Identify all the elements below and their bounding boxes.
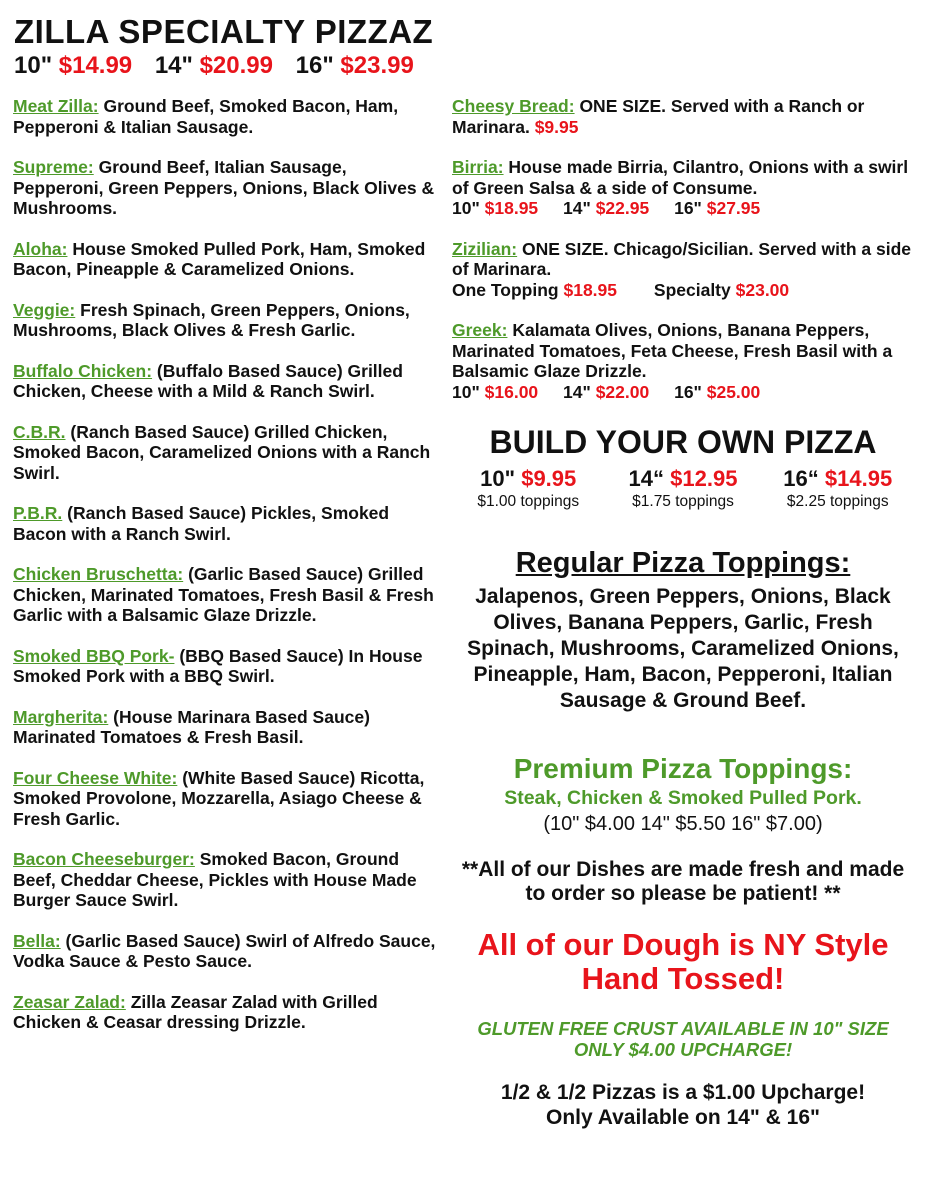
menu-item-pbr: P.B.R. (Ranch Based Sauce) Pickles, Smoked Bacon with a Ranch Swirl. [13,503,390,544]
specialty-pizza-list [13,96,441,1053]
byo-option-10: 10" $9.95 $1.00 toppings [477,466,580,510]
menu-item-supreme: Supreme: Ground Beef, Italian Sausage, Pepperoni, Green Peppers, Onions, Black Olives & Mushrooms. [13,157,435,218]
gluten-free-note: GLUTEN FREE CRUST AVAILABLE IN 10" SIZE ONLY $4.00 UPCHARGE! [477,1018,889,1060]
regular-toppings-heading: Regular Pizza Toppings: [515,547,851,579]
menu-item-aloha: Aloha: House Smoked Pulled Pork, Ham, Smoked Bacon, Pineapple & Caramelized Onions. [13,238,426,279]
menu-item-meat-zilla: Meat Zilla: Ground Beef, Smoked Bacon, Ham, Pepperoni & Italian Sausage. [13,96,399,137]
size-price-10: 10" $14.99 [14,52,133,79]
menu-item-birria: Birria: House made Birria, Cilantro, Onions with a swirl of Green Salsa & a side of Consume. 10" $18.95 14" $22.95 16" $27.95 [452,157,914,219]
byo-option-14: 14“ $12.95 $1.75 toppings [628,466,738,510]
menu-item-greek: Greek: Kalamata Olives, Onions, Banana Peppers, Marinated Tomatoes, Feta Cheese, Fresh Basil with a Balsamic Glaze Drizzle. 10" $16.00 14" $22.00 16" $25.00 [452,320,914,402]
menu-item-zizilian: Zizilian: ONE SIZE. Chicago/Sicilian. Served with a side of Marinara. One Topping $18.95 Specialty $23.00 [452,239,914,301]
greek-prices: 10" $16.00 14" $22.00 16" $25.00 [452,381,761,402]
right-column [452,96,914,1130]
size-price-16: 16" $23.99 [295,52,414,79]
menu-item-margherita: Margherita: (House Marinara Based Sauce) Marinated Tomatoes & Fresh Basil. [13,706,370,747]
premium-toppings-list: Steak, Chicken & Smoked Pulled Pork. [504,787,862,809]
fresh-note: **All of our Dishes are made fresh and made to order so please be patient! ** [461,858,905,905]
menu-item-zeasar-zalad: Zeasar Zalad: Zilla Zeasar Zalad with Grilled Chicken & Ceasar dressing Drizzle. [13,991,378,1032]
birria-prices: 10" $18.95 14" $22.95 16" $27.95 [452,198,761,218]
menu-item-smoked-bbq-pork: Smoked BBQ Pork- (BBQ Based Sauce) In House Smoked Pork with a BBQ Swirl. [13,645,423,686]
premium-toppings-prices: (10" $4.00 14" $5.50 16" $7.00) [543,813,823,835]
menu-item-chicken-bruschetta: Chicken Bruschetta: (Garlic Based Sauce) Grilled Chicken, Marinated Tomatoes, Fresh Basil & Fresh Garlic with a Balsamic Glaze Drizzle. [13,564,434,625]
build-your-own-section [452,424,914,512]
menu-item-veggie: Veggie: Fresh Spinach, Green Peppers, Onions, Mushrooms, Black Olives & Fresh Garlic. [13,299,410,340]
build-your-own-options [452,466,914,512]
regular-toppings-section [452,546,914,714]
menu-item-cbr: C.B.R. (Ranch Based Sauce) Grilled Chicken, Smoked Bacon, Caramelized Onions with a Ranch Swirl. [13,421,431,483]
build-your-own-title: BUILD YOUR OWN PIZZA [489,424,877,460]
menu-item-four-cheese-white: Four Cheese White: (White Based Sauce) Ricotta, Smoked Provolone, Mozzarella, Asiago Cheese & Fresh Garlic. [13,767,425,829]
menu-item-buffalo-chicken: Buffalo Chicken: (Buffalo Based Sauce) Grilled Chicken, Cheese with a Mild & Ranch Swirl. [13,360,403,401]
menu-item-bella: Bella: (Garlic Based Sauce) Swirl of Alfredo Sauce, Vodka Sauce & Pesto Sauce. [13,930,436,971]
size-price-14: 14" $20.99 [154,52,273,79]
regular-toppings-list: Jalapenos, Green Peppers, Onions, Black Olives, Banana Peppers, Garlic, Fresh Spinach, Mushrooms, Caramelized Onions, Pineapple, Ham, Bacon, Pepperoni, Italian Sausage & Ground Beef. [467,585,899,712]
premium-toppings-section [452,752,914,838]
page-title: ZILLA SPECIALTY PIZZAZ [14,13,434,50]
specialty-size-prices [14,52,430,80]
premium-toppings-heading: Premium Pizza Toppings: [513,753,853,784]
half-and-half-note: 1/2 & 1/2 Pizzas is a $1.00 Upcharge! Only Available on 14" & 16" [500,1081,866,1129]
menu-item-cheesy-bread: Cheesy Bread: ONE SIZE. Served with a Ranch or Marinara. $9.95 [452,96,865,137]
menu-item-bacon-cheeseburger: Bacon Cheeseburger: Smoked Bacon, Ground Beef, Cheddar Cheese, Pickles with House Made Burger Sauce Swirl. [13,849,417,910]
dough-note: All of our Dough is NY Style Hand Tossed! [477,927,889,996]
zizilian-prices: One Topping $18.95 Specialty $23.00 [452,279,790,300]
byo-option-16: 16“ $14.95 $2.25 toppings [783,466,893,510]
